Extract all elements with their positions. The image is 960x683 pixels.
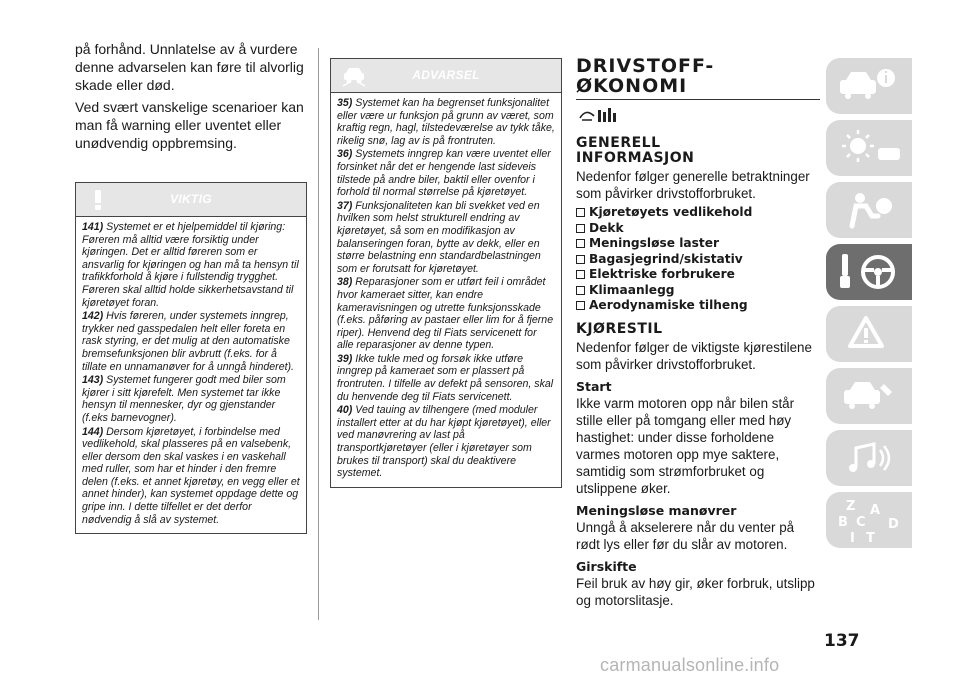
gear-change-paragraph: Feil bruk av høy gir, øker forbruk, utslipp og motorslitasje. xyxy=(576,575,815,608)
note-number: 35) xyxy=(337,97,353,109)
tab-dashboard-lights[interactable] xyxy=(826,120,912,176)
svg-text:B: B xyxy=(838,515,848,530)
note-text: Ved tauing av tilhengere (med moduler installert etter at du har kjøpt kjøretøyet), eller ved manøvrering av last på transportkjøretøyer (eller i kjøretøyer som brukes til transport) skal du deaktivere systemet. xyxy=(337,404,551,480)
fuel-economy-icon xyxy=(578,106,622,124)
watermark: carmanualsonline.info xyxy=(600,655,780,675)
svg-text:I: I xyxy=(850,531,855,546)
bullet-label: Aerodynamiske tilheng xyxy=(589,298,748,312)
heading-driving-style: KJØRESTIL xyxy=(576,320,663,337)
important-box-title: VIKTIG xyxy=(170,192,212,206)
tab-index[interactable] xyxy=(826,492,912,548)
checkbox-icon xyxy=(576,239,585,248)
start-paragraph: Ikke varm motoren opp når bilen står stille eller på tomgang eller med høy hastighet: under disse forholdene varmes motoren opp mye saktere, samtidig som strømforbruket og utslippene øker. xyxy=(576,395,795,496)
note-number: 40) xyxy=(337,404,353,417)
tab-maintenance[interactable] xyxy=(826,368,912,424)
note-text: Funksjonaliteten kan bli svekket ved en hvilken som helst strukturell endring av kjøretøyet, så som en modifikasjon av balanseringen foran, bytte av dekk, eller en større belastning enn standardbelastningen som er forutsatt for kjøretøyet. xyxy=(337,199,541,275)
note-item xyxy=(337,200,555,276)
note-number: 141) xyxy=(82,221,104,233)
bullet-item xyxy=(576,236,820,252)
bullet-label: Bagasjegrind/skistativ xyxy=(589,251,743,266)
bullet-label: Klimaanlegg xyxy=(589,282,675,297)
checkbox-icon xyxy=(576,301,585,310)
heading-general-line2: INFORMASJON xyxy=(576,150,695,166)
note-number: 38) xyxy=(337,276,353,289)
note-item xyxy=(82,310,300,373)
note-number: 39) xyxy=(337,352,353,365)
note-item xyxy=(337,148,555,198)
checkbox-icon xyxy=(576,208,585,217)
note-number: 142) xyxy=(82,310,104,323)
checkbox-icon xyxy=(576,224,585,233)
subheading-manoeuvres: Meningsløse manøvrer xyxy=(576,502,737,518)
manoeuvres-paragraph: Unngå å akselerere når du venter på rødt lys eller før du slår av motoren. xyxy=(576,519,795,552)
svg-text:D: D xyxy=(888,517,899,532)
intro-paragraph-1: på forhånd. Unnlatelse av å vurdere denne advarselen kan føre til alvorlig skade eller død. xyxy=(75,41,304,93)
note-number: 36) xyxy=(337,148,353,161)
column-middle xyxy=(330,58,562,488)
note-item xyxy=(82,374,300,424)
warning-box-body xyxy=(331,93,561,487)
svg-text:T: T xyxy=(866,531,875,546)
important-box xyxy=(75,182,307,534)
warning-box xyxy=(330,58,562,488)
warning-box-header xyxy=(331,59,561,93)
bullet-item xyxy=(576,205,820,221)
note-text: Systemet fungerer godt med biler som kjører i sitt kjørefelt. Men systemet tar ikke hensyn til mennesker, dyr og gjenstander (f.eks barnevogner). xyxy=(82,374,286,424)
note-item xyxy=(337,353,555,403)
heading-general-information xyxy=(576,136,820,166)
svg-text:Z: Z xyxy=(846,499,856,514)
bullet-label: Dekk xyxy=(589,220,624,235)
note-number: 37) xyxy=(337,199,353,212)
note-text: Dersom kjøretøyet, i forbindelse med vedlikehold, skal plasseres på en valsebenk, eller dersom den skal vaskes i en vaskehall med ruller, som har et hinder i den fremre delen (f.eks. et annet kjøretøy, en vegg eller et annet hinder), kan systemet oppdage dette og gripe inn. I dette tilfellet er det derfor nødvendig å slå av systemet. xyxy=(82,425,300,526)
car-info-icon xyxy=(826,58,912,114)
note-item xyxy=(337,97,555,147)
chapter-tabs xyxy=(826,58,912,554)
tab-multimedia[interactable] xyxy=(826,430,912,486)
bullet-item xyxy=(576,283,820,299)
general-paragraph: Nedenfor følger generelle betraktninger som påvirker drivstofforbruket. xyxy=(576,169,810,201)
note-text: Reparasjoner som er utført feil i området hvor kameraet sitter, kan endre kameravisningen og utrette funksjonsskade (f.eks. påføring av pastaer eller lim for å fjerne riper). Henvend deg til Fiats servicenett for alle reparasjoner av denne typen. xyxy=(337,276,554,352)
driving-paragraph: Nedenfor følger de viktigste kjørestilene som påvirker drivstofforbruket. xyxy=(576,339,812,372)
warning-car-icon xyxy=(826,306,912,362)
checkbox-icon xyxy=(576,255,585,264)
warning-box-title: ADVARSEL xyxy=(412,68,480,82)
svg-text:A: A xyxy=(870,503,881,518)
car-service-icon xyxy=(826,368,912,424)
title-rule xyxy=(576,99,820,100)
multimedia-icon xyxy=(826,430,912,486)
note-item xyxy=(337,276,555,352)
tab-warnings[interactable] xyxy=(826,306,912,362)
checkbox-icon xyxy=(576,270,585,279)
note-text: Systemets inngrep kan være uventet eller forsinket når det er hengende last sideveis tilstede på andre biler, baktil eller ovenfor i forhold til normal størrelse på kjøretøyet. xyxy=(337,148,551,199)
checkbox-icon xyxy=(576,286,585,295)
note-item xyxy=(337,404,555,480)
page-number: 137 xyxy=(824,631,860,651)
tab-safety[interactable] xyxy=(826,182,912,238)
safety-airbag-icon xyxy=(826,182,912,238)
column-divider xyxy=(318,48,319,620)
column-left xyxy=(75,40,307,534)
note-text: Systemet kan ha begrenset funksjonalitet eller være ur funksjon på grunn av været, som kraftig regn, hagl, tilstedeværelse av tykk tåke, rikelig snø, lag av is på frontruten. xyxy=(337,97,555,147)
note-text: Hvis føreren, under systemets inngrep, trykker ned gasspedalen helt eller foreta en rask styring, er det mulig at den automatiske bremsefunksjonen blir avbrutt (f.eks. for å tillate en unnamanøver for å unngå hinderet). xyxy=(82,310,295,373)
tab-starting-driving[interactable] xyxy=(826,244,912,300)
index-letters-icon xyxy=(826,492,912,548)
tab-car-info[interactable] xyxy=(826,58,912,114)
note-item xyxy=(82,221,300,309)
bullet-label: Elektriske forbrukere xyxy=(589,267,735,281)
note-number: 144) xyxy=(82,425,104,438)
note-item xyxy=(82,426,300,527)
steering-key-icon xyxy=(826,244,912,300)
section-title-line1: DRIVSTOFF- xyxy=(576,55,715,77)
subheading-gear-change: Girskifte xyxy=(576,558,637,574)
note-text: Systemet er et hjelpemiddel til kjøring: Føreren må alltid være forsiktig under kjøringen. Det er alltid føreren som er ansvarlig for kjøringen og han må ta hensyn til trafikkforhold å kjøre i fullstendig trygghet. Føreren skal alltid holde sikkerhetsavstand til kjøretøyet foran. xyxy=(82,221,299,309)
section-title xyxy=(576,56,820,96)
important-box-header xyxy=(76,183,306,217)
column-right xyxy=(576,56,820,609)
bullet-item xyxy=(576,267,820,283)
bullet-item xyxy=(576,221,820,237)
note-text: Ikke tukle med og forsøk ikke utføre inngrep på kameraet som er plassert på frontruten. I tilfelle av defekt på sensoren, skal du henvende deg til Fiats servicenett. xyxy=(337,352,554,403)
intro-paragraph-2: Ved svært vanskelige scenarioer kan man få warning eller uventet eller unødvendig oppbremsing. xyxy=(75,99,304,151)
subheading-start: Start xyxy=(576,378,612,394)
bullet-item xyxy=(576,252,820,268)
heading-general-line1: GENERELL xyxy=(576,135,661,151)
bullet-label: Kjøretøyets vedlikehold xyxy=(589,205,753,219)
note-number: 143) xyxy=(82,374,104,387)
bullet-label: Meningsløse laster xyxy=(589,236,719,250)
svg-text:C: C xyxy=(856,515,866,530)
dashboard-lights-icon xyxy=(826,120,912,176)
section-title-line2: ØKONOMI xyxy=(576,75,688,97)
bullet-item xyxy=(576,298,820,314)
important-box-body xyxy=(76,217,306,533)
